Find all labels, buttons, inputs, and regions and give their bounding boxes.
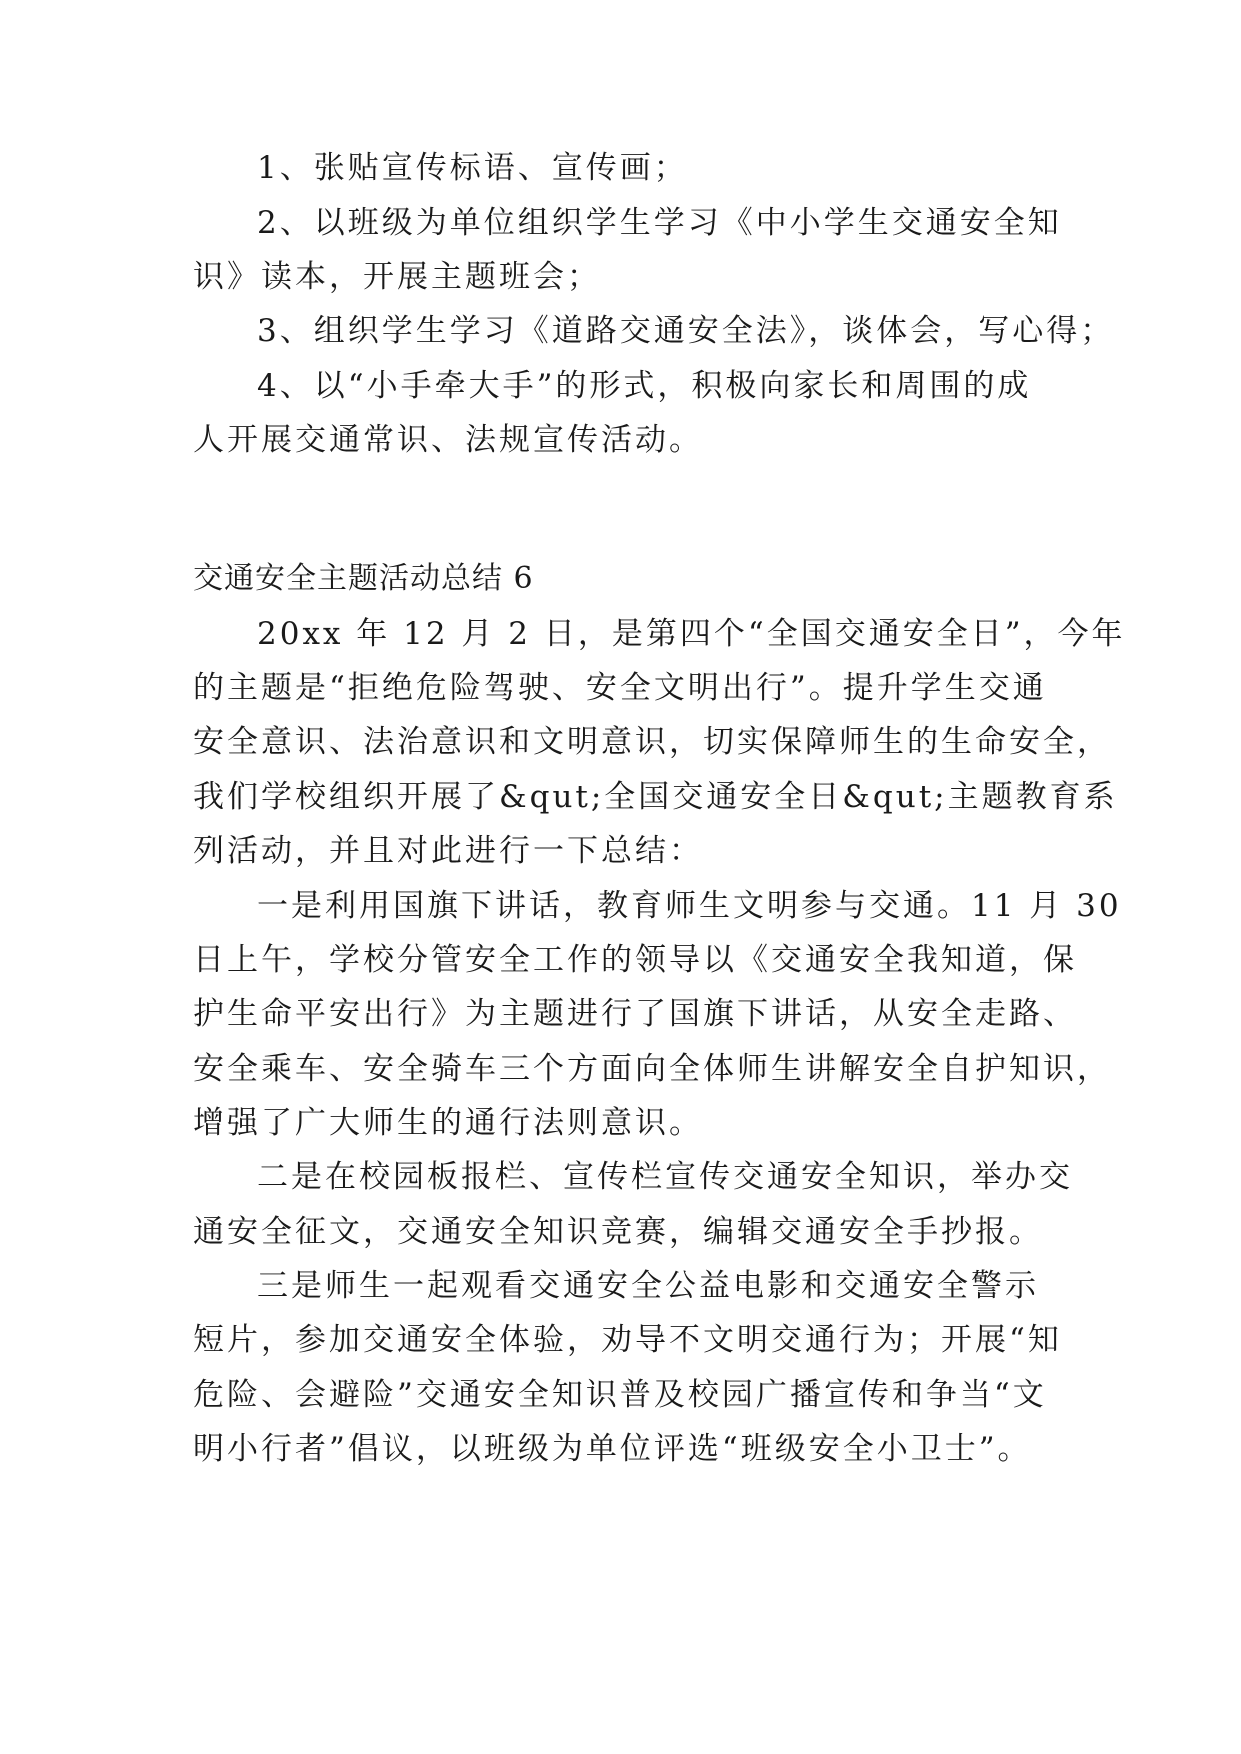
- paragraph-2-line: 日上午，学校分管安全工作的领导以《交通安全我知道，保: [193, 942, 1077, 978]
- paragraph-4-line: 危险、会避险”交通安全知识普及校园广播宣传和争当“文: [193, 1377, 1047, 1413]
- list-item-3: 3、组织学生学习《道路交通安全法》，谈体会，写心得；: [257, 313, 1115, 349]
- paragraph-4-line: 三是师生一起观看交通安全公益电影和交通安全警示: [257, 1268, 1039, 1304]
- paragraph-1-line: 列活动，并且对此进行一下总结：: [193, 833, 703, 869]
- paragraph-4-line: 明小行者”倡议，以班级为单位评选“班级安全小卫士”。: [193, 1431, 1032, 1467]
- paragraph-1-line: 我们学校组织开展了&qut;全国交通安全日&qut;主题教育系: [193, 779, 1118, 815]
- list-item-2-continued: 识》读本，开展主题班会；: [193, 259, 601, 295]
- paragraph-3-line: 二是在校园板报栏、宣传栏宣传交通安全知识，举办交: [257, 1159, 1073, 1195]
- paragraph-1-line: 安全意识、法治意识和文明意识，切实保障师生的生命安全，: [193, 724, 1111, 760]
- list-item-1: 1、张贴宣传标语、宣传画；: [257, 150, 688, 186]
- paragraph-3-line: 通安全征文，交通安全知识竞赛，编辑交通安全手抄报。: [193, 1214, 1043, 1250]
- paragraph-2-line: 增强了广大师生的通行法则意识。: [193, 1105, 703, 1141]
- paragraph-1-line: 20xx 年 12 月 2 日，是第四个“全国交通安全日”，今年: [257, 616, 1126, 652]
- paragraph-2-line: 安全乘车、安全骑车三个方面向全体师生讲解安全自护知识，: [193, 1051, 1111, 1087]
- paragraph-4-line: 短片，参加交通安全体验，劝导不文明交通行为；开展“知: [193, 1322, 1062, 1358]
- list-item-4-continued: 人开展交通常识、法规宣传活动。: [193, 422, 703, 458]
- paragraph-2-line: 一是利用国旗下讲话，教育师生文明参与交通。11 月 30: [257, 888, 1122, 924]
- paragraph-2-line: 护生命平安出行》为主题进行了国旗下讲话，从安全走路、: [193, 996, 1077, 1032]
- list-item-2: 2、以班级为单位组织学生学习《中小学生交通安全知: [257, 205, 1062, 241]
- paragraph-1-line: 的主题是“拒绝危险驾驶、安全文明出行”。提升学生交通: [193, 670, 1047, 706]
- section-title: 交通安全主题活动总结 6: [193, 561, 534, 596]
- list-item-4: 4、以“小手牵大手”的形式，积极向家长和周围的成: [257, 368, 1032, 404]
